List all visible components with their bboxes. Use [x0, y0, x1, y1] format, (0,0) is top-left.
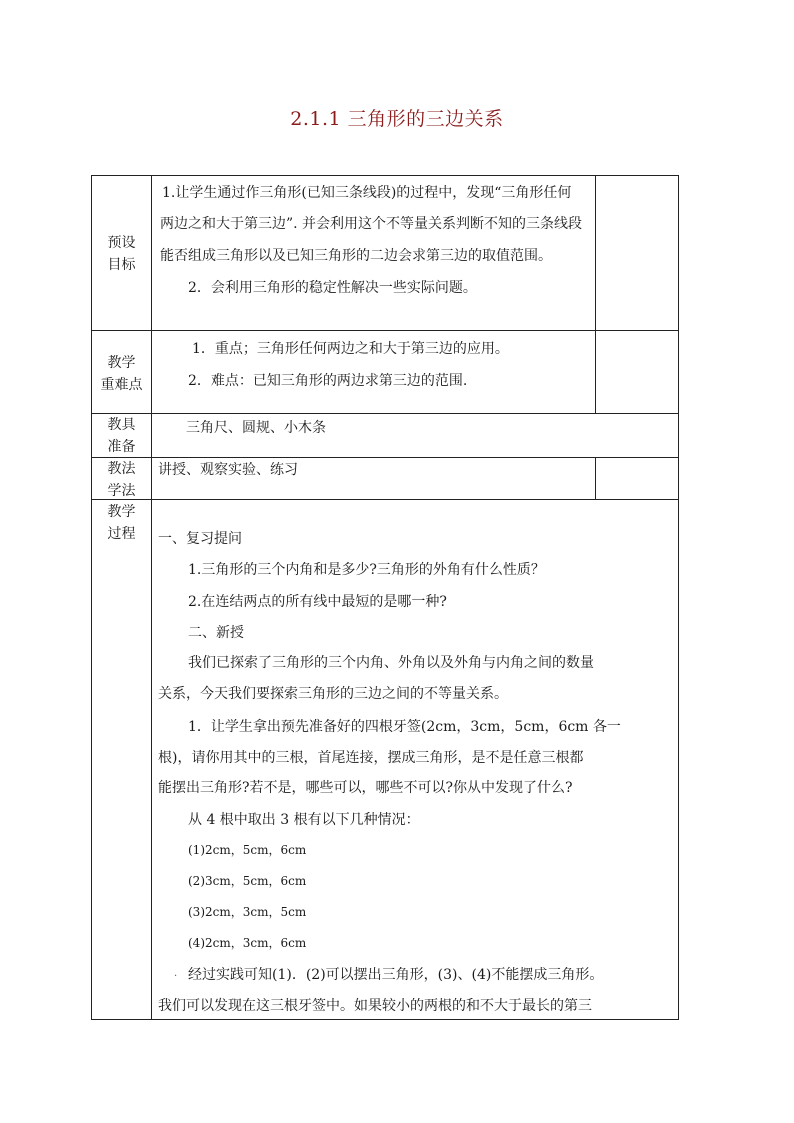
tools-label-line1: 教具: [107, 417, 136, 433]
process-line-12: (2)3cm，5cm，6cm: [188, 874, 307, 888]
process-line-8: 根)，请你用其中的三根，首尾连接，摆成三角形，是不是任意三根都: [158, 750, 584, 766]
process-line-2: 1.三角形的三个内角和是多少?三角形的外角有什么性质？: [188, 562, 545, 578]
process-line-13: (3)2cm，3cm，5cm: [188, 905, 307, 919]
key-points-label-line1: 教学: [107, 355, 136, 371]
process-line-14: (4)2cm，3cm，6cm: [188, 936, 307, 950]
objectives-label: [92, 232, 151, 276]
lesson-plan-table: [91, 175, 679, 1020]
process-line-15: 经过实践可知(1)．(2)可以摆出三角形，(3)、(4)不能摆成三角形。: [188, 967, 604, 983]
process-line-9: 能摆出三角形?若不是，哪些可以，哪些不可以?你从中发现了什么?: [158, 780, 573, 796]
process-label: [92, 501, 151, 545]
label-column-divider: [151, 176, 152, 1019]
row-divider-3: [92, 457, 678, 458]
objectives-line-4: 2．会利用三角形的稳定性解决一些实际问题。: [188, 280, 477, 296]
methods-label: [92, 458, 151, 502]
right-column-divider-lower: [595, 457, 596, 499]
objectives-label-line2: 目标: [107, 257, 136, 273]
process-line-7: 1．让学生拿出预先准备好的四根牙签(2cm，3cm，5cm，6cm 各一: [188, 719, 621, 735]
process-line-5: 我们已探索了三角形的三个内角、外角以及外角与内角之间的数量: [188, 655, 594, 671]
tools-label-line2: 准备: [107, 439, 136, 455]
page-title: 2.1.1 三角形的三边关系: [290, 108, 504, 130]
process-label-line1: 教学: [107, 504, 136, 520]
key-points-line-2: 2．难点：已知三角形的两边求第三边的范围.: [188, 373, 468, 389]
process-line-10: 从 4 根中取出 3 根有以下几种情况：: [188, 812, 420, 828]
tools-label: [92, 414, 151, 458]
tools-text: 三角尺、圆规、小木条: [186, 420, 326, 436]
row-divider-1: [92, 330, 678, 331]
key-points-label: [92, 352, 151, 396]
methods-text: 讲授、观察实验、练习: [158, 462, 298, 478]
objectives-label-line1: 预设: [107, 235, 136, 251]
process-label-line2: 过程: [107, 526, 136, 542]
process-line-11: (1)2cm，5cm，6cm: [188, 843, 307, 857]
row-divider-2: [92, 413, 678, 414]
objectives-line-1: 1.让学生通过作三角形(已知三条线段)的过程中，发现“三角形任何: [162, 185, 572, 201]
process-line-3: 2.在连结两点的所有线中最短的是哪一种?: [188, 594, 447, 610]
objectives-line-3: 能否组成三角形以及已知三角形的二边会求第三边的取值范围。: [160, 248, 552, 264]
stray-dot-mark: .: [174, 968, 178, 979]
process-line-16: 我们可以发现在这三根牙签中。如果较小的两根的和不大于最长的第三: [158, 998, 592, 1014]
right-column-divider-top: [595, 176, 596, 413]
methods-label-line2: 学法: [107, 483, 136, 499]
process-line-4: 二、新授: [188, 625, 244, 641]
process-line-6: 关系，今天我们要探索三角形的三边之间的不等量关系。: [158, 686, 508, 702]
key-points-line-1: 1．重点；三角形任何两边之和大于第三边的应用。: [192, 341, 509, 357]
row-divider-4: [92, 499, 678, 500]
objectives-line-2: 两边之和大于第三边”. 并会利用这个不等量关系判断不知的三条线段: [160, 216, 583, 232]
key-points-label-line2: 重难点: [100, 377, 143, 393]
process-line-1: 一、复习提问: [158, 531, 242, 547]
methods-label-line1: 教法: [107, 461, 136, 477]
